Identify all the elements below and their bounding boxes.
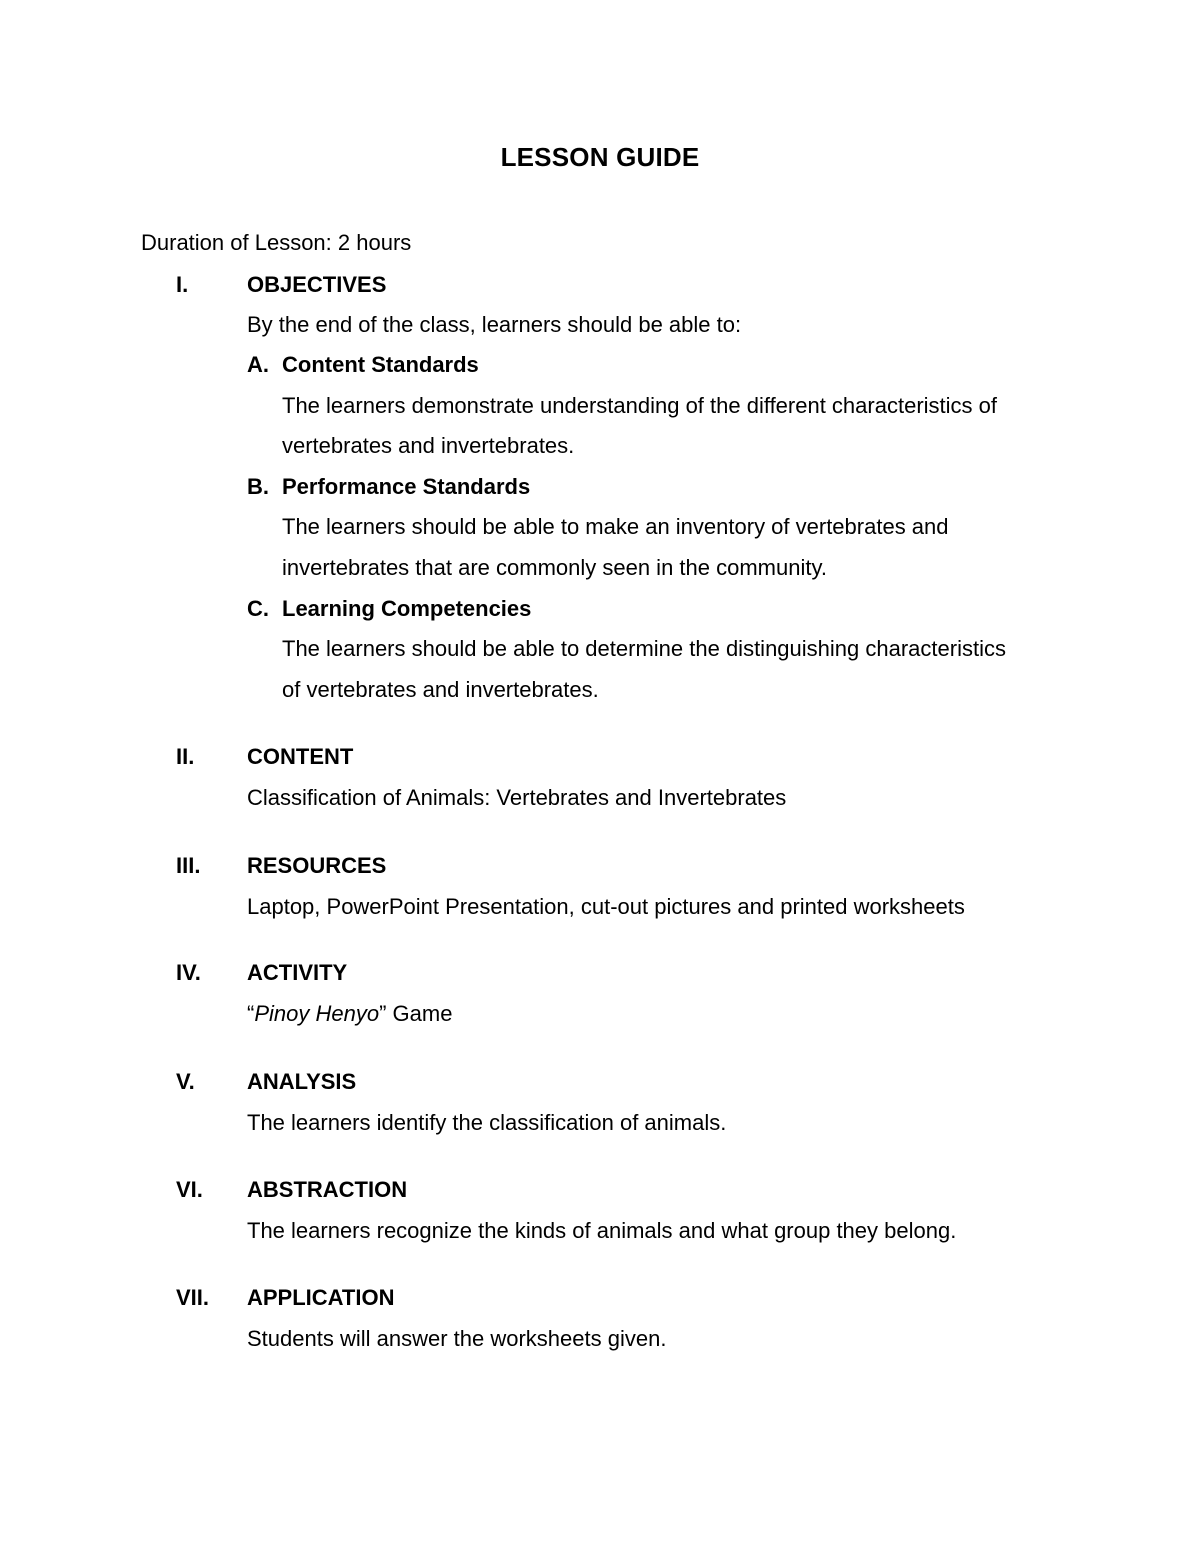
learning-competencies-line-1: The learners should be able to determine the distinguishing characteristics bbox=[282, 636, 1006, 661]
section-heading-analysis: ANALYSIS bbox=[247, 1069, 357, 1094]
duration-text: Duration of Lesson: 2 hours bbox=[141, 230, 412, 255]
activity-game-name: Pinoy Henyo bbox=[254, 1001, 380, 1026]
activity-text bbox=[247, 999, 452, 1029]
abstraction-text: The learners recognize the kinds of animals and what group they belong. bbox=[247, 1218, 957, 1243]
section-numeral-4: IV. bbox=[176, 960, 201, 985]
application-text: Students will answer the worksheets given. bbox=[247, 1326, 667, 1351]
subsection-heading-performance-standards: Performance Standards bbox=[282, 474, 531, 499]
content-standards-line-2: vertebrates and invertebrates. bbox=[282, 433, 575, 458]
activity-quote-open: “ bbox=[247, 1001, 255, 1026]
section-heading-objectives: OBJECTIVES bbox=[247, 272, 387, 297]
subsection-heading-learning-competencies: Learning Competencies bbox=[282, 596, 532, 621]
subsection-letter-b: B. bbox=[247, 474, 269, 499]
subsection-letter-c: C. bbox=[247, 596, 269, 621]
section-heading-activity: ACTIVITY bbox=[247, 960, 348, 985]
section-numeral-3: III. bbox=[176, 853, 201, 878]
section-numeral-6: VI. bbox=[176, 1177, 203, 1202]
subsection-heading-content-standards: Content Standards bbox=[282, 352, 479, 377]
performance-standards-line-2: invertebrates that are commonly seen in the community. bbox=[282, 555, 827, 580]
subsection-letter-a: A. bbox=[247, 352, 269, 377]
section-numeral-2: II. bbox=[176, 744, 195, 769]
content-standards-line-1: The learners demonstrate understanding of the different characteristics of bbox=[282, 393, 997, 418]
learning-competencies-line-2: of vertebrates and invertebrates. bbox=[282, 677, 599, 702]
section-heading-abstraction: ABSTRACTION bbox=[247, 1177, 408, 1202]
section-numeral-5: V. bbox=[176, 1069, 195, 1094]
section-numeral-1: I. bbox=[176, 272, 189, 297]
section-heading-content: CONTENT bbox=[247, 744, 354, 769]
activity-text-suffix: ” Game bbox=[379, 1001, 453, 1026]
analysis-text: The learners identify the classification of animals. bbox=[247, 1110, 727, 1135]
section-heading-resources: RESOURCES bbox=[247, 853, 387, 878]
performance-standards-line-1: The learners should be able to make an inventory of vertebrates and bbox=[282, 514, 949, 539]
content-text: Classification of Animals: Vertebrates and Invertebrates bbox=[247, 785, 787, 810]
objectives-intro: By the end of the class, learners should be able to: bbox=[247, 312, 742, 337]
section-heading-application: APPLICATION bbox=[247, 1285, 395, 1310]
resources-text: Laptop, PowerPoint Presentation, cut-out pictures and printed worksheets bbox=[247, 894, 965, 919]
section-numeral-7: VII. bbox=[176, 1285, 210, 1310]
document-title: LESSON GUIDE bbox=[500, 142, 700, 172]
